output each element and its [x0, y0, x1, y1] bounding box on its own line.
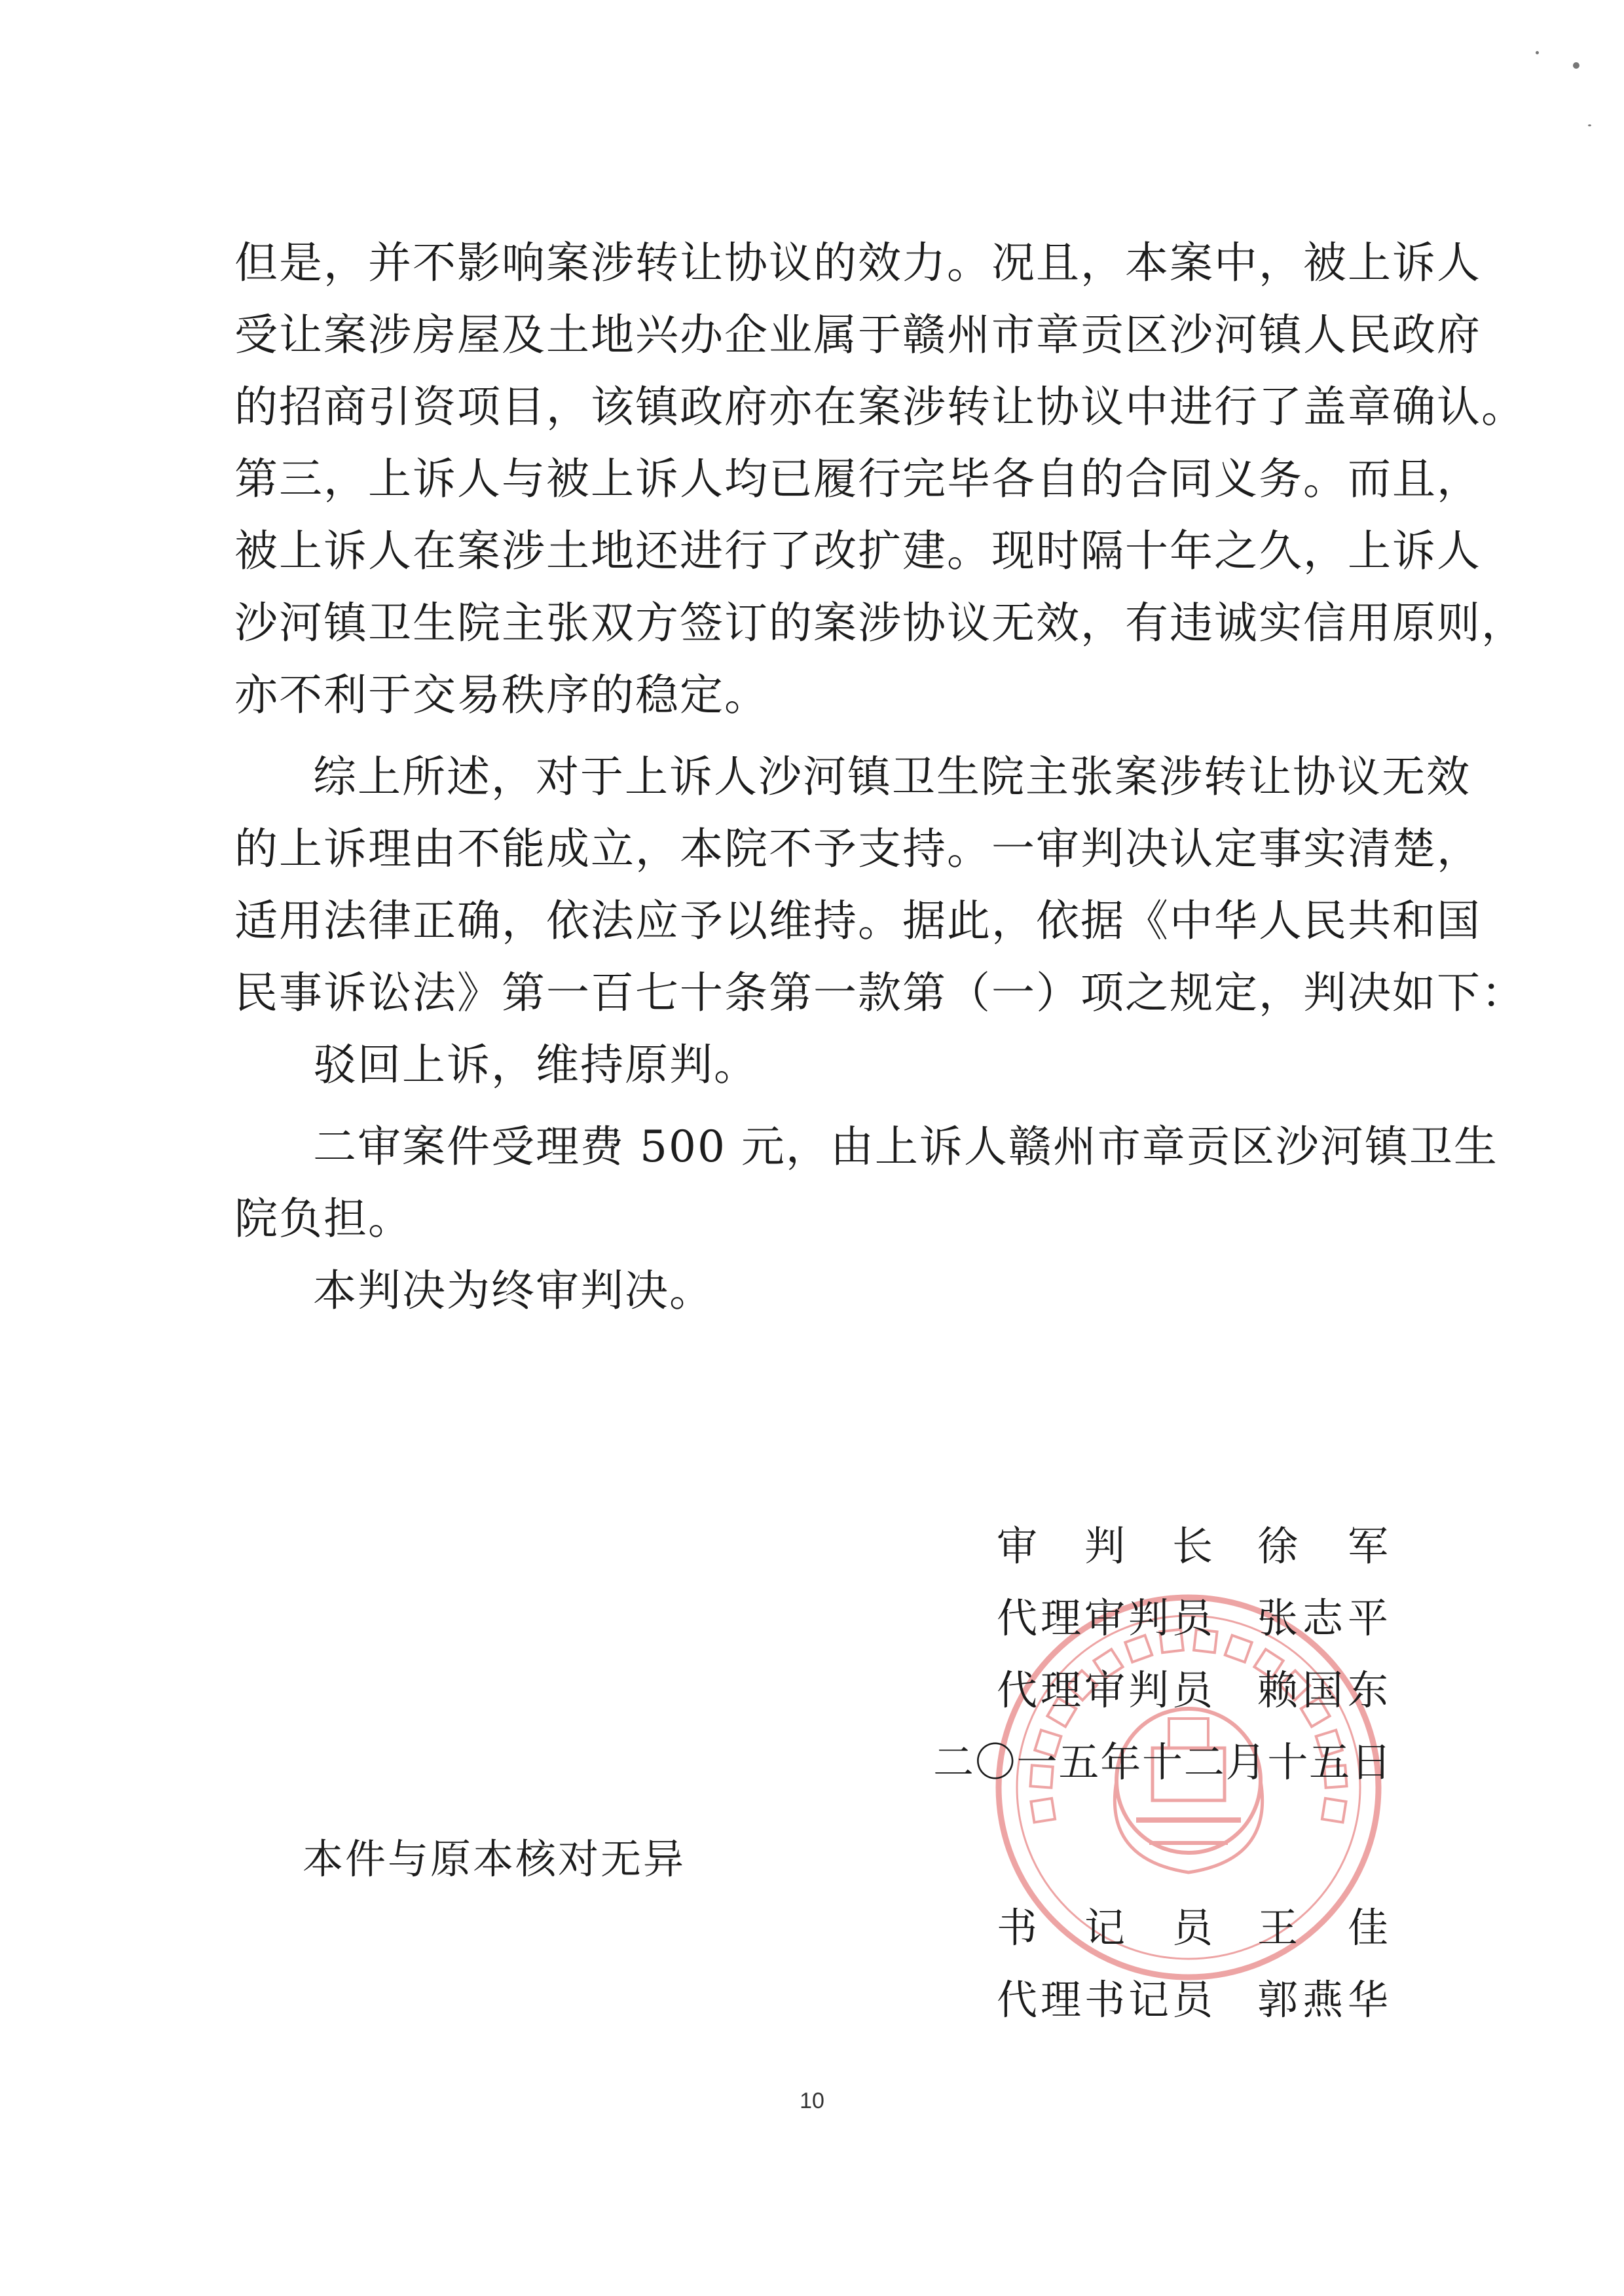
acting-judge-name: 赖国东	[1257, 1666, 1388, 1714]
scan-speck	[1573, 62, 1579, 69]
chief-judge-name: 徐军	[1257, 1522, 1388, 1570]
body-line: 第三，上诉人与被上诉人均已履行完毕各自的合同义务。而且，	[234, 454, 1481, 504]
acting-clerk-role: 代理书记员	[997, 1976, 1213, 2024]
judgment-line: 驳回上诉，维持原判。	[313, 1040, 758, 1090]
body-line: 适用法律正确，依法应予以维持。据此，依据《中华人民共和国	[234, 896, 1481, 946]
body-line: 综上所述，对于上诉人沙河镇卫生院主张案涉转让协议无效	[313, 752, 1471, 802]
body-line: 受让案涉房屋及土地兴办企业属于赣州市章贡区沙河镇人民政府	[234, 310, 1481, 360]
clerk-role: 书记员	[997, 1904, 1213, 1952]
clerk-name: 王佳	[1257, 1904, 1388, 1952]
seal-character-mark	[1225, 1635, 1252, 1662]
acting-clerk-name: 郭燕华	[1257, 1976, 1388, 2024]
body-line: 民事诉讼法》第一百七十条第一款第（一）项之规定，判决如下：	[234, 968, 1526, 1018]
final-judgment-line: 本判决为终审判决。	[313, 1266, 714, 1316]
acting-judge-name: 张志平	[1257, 1594, 1388, 1642]
body-line: 的招商引资项目，该镇政府亦在案涉转让协议中进行了盖章确认。	[234, 382, 1526, 432]
body-line: 被上诉人在案涉土地还进行了改扩建。现时隔十年之久，上诉人	[234, 526, 1481, 576]
scan-speck	[1588, 124, 1591, 126]
page-number: 10	[800, 2088, 824, 2113]
chief-judge-role: 审判长	[997, 1522, 1213, 1570]
body-line: 院负担。	[234, 1194, 413, 1244]
body-line: 二审案件受理费 500 元，由上诉人赣州市章贡区沙河镇卫生	[313, 1121, 1498, 1172]
copy-verification-note: 本件与原本核对无异	[303, 1835, 686, 1883]
body-line: 沙河镇卫生院主张双方签订的案涉协议无效，有违诚实信用原则，	[234, 598, 1526, 648]
scan-speck	[1536, 51, 1539, 54]
acting-judge-role: 代理审判员	[997, 1594, 1213, 1642]
body-line: 亦不利于交易秩序的稳定。	[234, 670, 769, 720]
body-line: 但是，并不影响案涉转让协议的效力。况且，本案中，被上诉人	[234, 238, 1481, 288]
body-line: 的上诉理由不能成立，本院不予支持。一审判决认定事实清楚，	[234, 824, 1481, 874]
acting-judge-role: 代理审判员	[997, 1666, 1213, 1714]
seal-character-mark	[1031, 1798, 1055, 1823]
judgment-date: 二〇一五年十二月十五日	[933, 1738, 1392, 1786]
seal-character-mark	[1322, 1798, 1346, 1823]
